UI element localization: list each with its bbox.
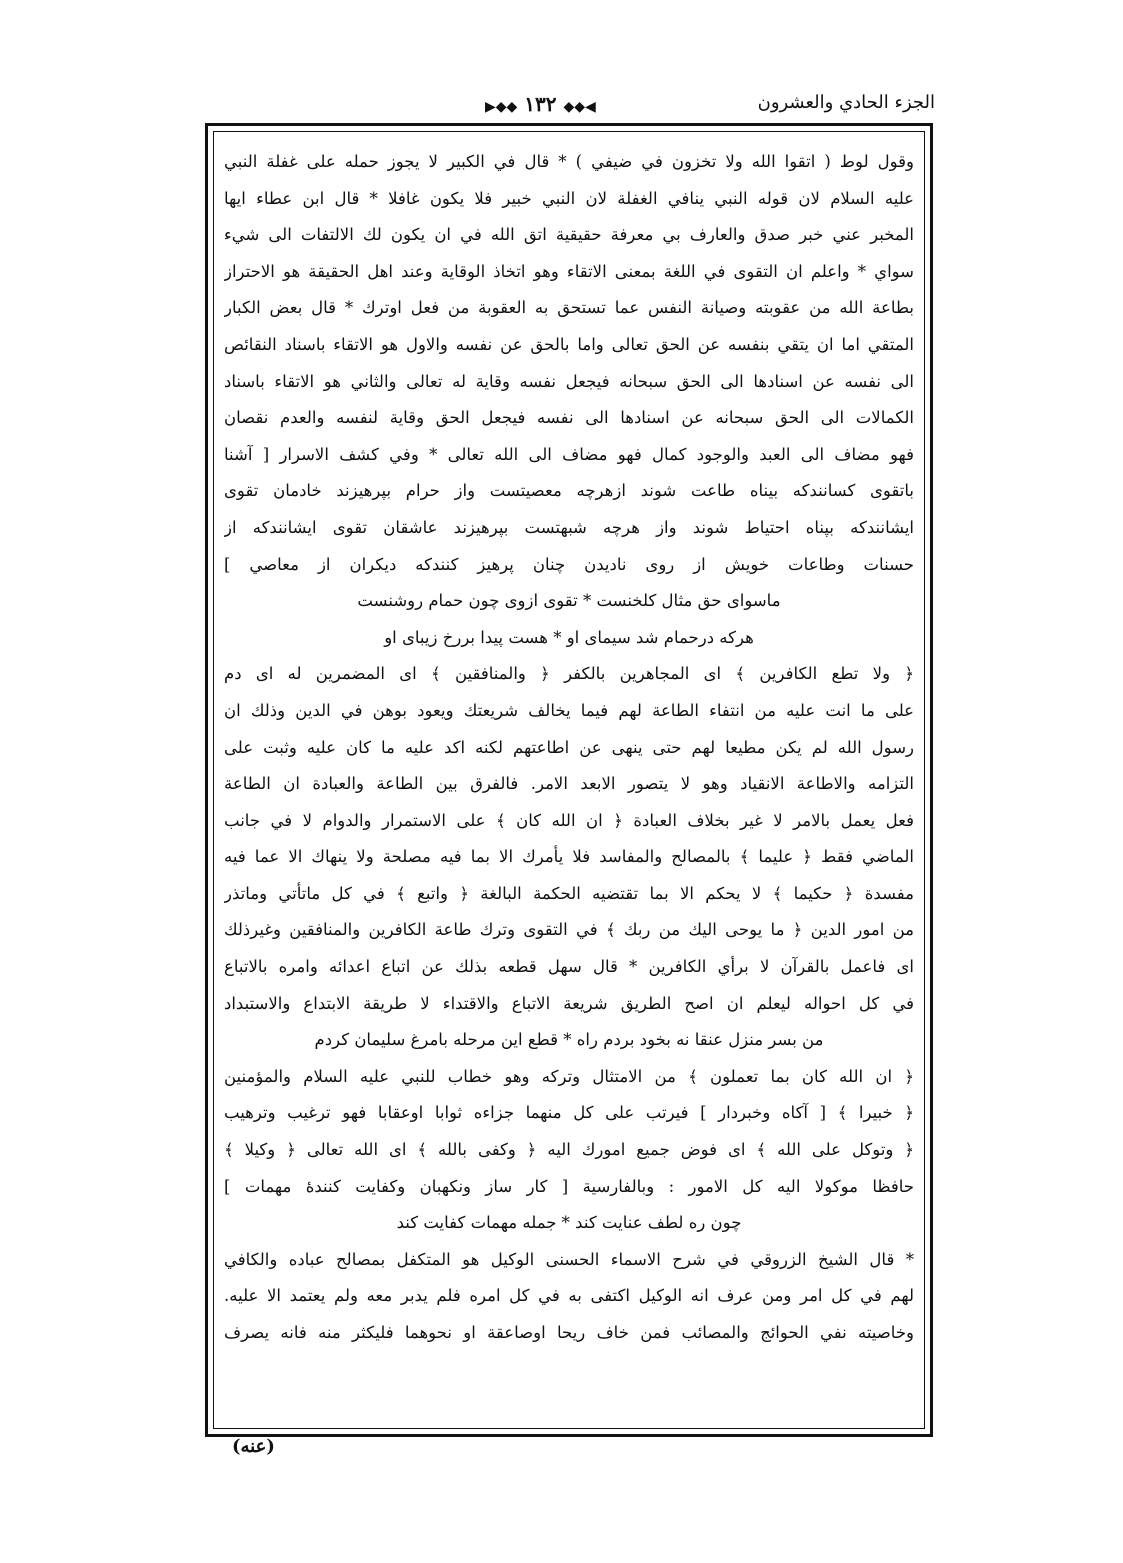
text-line: فهو مضاف الى العبد والوجود كمال فهو مضاف الى الله تعالى * وفي كشف الاسرار [ آشنا <box>224 444 914 464</box>
text-line: فعل يعمل بالامر لا غير بخلاف العبادة ﴿ ان الله كان ﴾ على الاستمرار والدوام لا في جانب <box>224 810 914 830</box>
text-line: ﴿ ولا تطع الكافرين ﴾ اى المجاهرين بالكفر ﴿ والمنافقين ﴾ اى المضمرين له اى دم <box>224 664 914 684</box>
text-line: من امور الدين ﴿ ما يوحى اليك من ربك ﴾ في التقوى وترك طاعة الكافرين والمنافقين وغيرذلك <box>224 920 914 940</box>
text-line: لهم في كل امر ومن عرف انه الوكيل اكتفى به في كل امره فلم يدبر معه ولم يعتمد الا عليه. <box>224 1286 914 1306</box>
text-line: * قال الشيخ الزروقي في شرح الاسماء الحسنى الوكيل هو المتكفل بمصالح عباده والكافي <box>224 1249 914 1269</box>
right-ornament-icon: ◆◆▶ <box>485 99 518 115</box>
text-line: ﴿ وتوكل على الله ﴾ اى فوض جميع امورك اليه ﴿ وكفى بالله ﴾ اى الله تعالى ﴿ وكيلا ﴾ <box>224 1140 914 1160</box>
text-line: وقول لوط ( اتقوا الله ولا تخزون في ضيفي ) * قال في الكبير لا يجوز حمله على غفلة النبي <box>224 152 914 171</box>
verse-line: ماسواى حق مثال كلخنست * تقوى ازوى چون حمام روشنست <box>357 591 781 611</box>
text-line: رسول الله لم يكن مطيعا لهم حتى ينهى عن اطاعتهم لكنه اكد عليه ما كان عليه وثبت على <box>224 737 914 757</box>
text-line: الماضي فقط ﴿ عليما ﴾ بالمصالح والمفاسد فلا يأمرك الا بما فيه مصلحة ولا ينهاك الا عما فيه <box>224 847 914 867</box>
running-title: الجزء الحادي والعشرون <box>757 92 935 113</box>
text-line: حافظا موكولا اليه كل الامور : وبالفارسية [ كار ساز ونكهبان وكفايت كنندهٔ مهمات ] <box>224 1176 914 1196</box>
text-line: التزامه والاطاعة الانقياد وهو لا يتصور الابعد الامر. فالفرق بين الطاعة والعبادة ان الطاعة <box>224 774 914 794</box>
text-line: بطاعة الله من عقوبته وصيانة النفس عما تستحق به العقوبة من فعل اوترك * قال بعض الكبار <box>224 298 914 318</box>
page-number <box>485 92 596 116</box>
text-line: باتقوى كسانندكه بيناه طاعت شوند ازهرچه معصيتست واز حرام بپرهيزند خادمان تقوى <box>224 481 914 501</box>
main-text <box>224 144 914 1352</box>
left-ornament-icon: ◀◆◆ <box>563 99 596 115</box>
text-line: وخاصيته نفي الحوائج والمصائب فمن خاف ريحا اوصاعقة او نحوهما فليكثر منه فانه يصرف <box>224 1323 914 1342</box>
text-line: حسنات وطاعات خويش از روى ناديدن چنان پرهيز كنندكه ديكران از معاصي ] <box>224 554 914 574</box>
verse-line: من بسر منزل عنقا نه بخود بردم راه * قطع اين مرحله بامرغ سليمان كردم <box>314 1030 824 1050</box>
text-line: ﴿ ان الله كان بما تعملون ﴾ من الامتثال وتركه وهو خطاب للنبي عليه السلام والمؤمنين <box>224 1066 914 1086</box>
text-line: في كل احواله ليعلم ان اصح الطريق شريعة الاتباع والاقتداء لا طريقة الابتداع والاستبداد <box>224 993 914 1013</box>
text-line: ﴿ خبيرا ﴾ [ آكاه وخبردار ] فيرتب على كل منهما جزاءه ثوابا اوعقابا فهو ترغيب وترهيب <box>224 1103 914 1123</box>
text-line: المخبر عني خبر صدق والعارف بي معرفة حقيقية اتق الله في ان يكون لك الالتفات الى شيء <box>224 225 914 245</box>
text-line: اى فاعمل بالقرآن لا برأي الكافرين * قال سهل قطعه بذلك عن اتباع اعدائه وامره بالاتباع <box>224 957 914 977</box>
text-line: على ما انت عليه من انتفاء الطاعة لهم فيما يخالف شريعتك ويعود بوهن في الدين وذلك ان <box>224 700 914 720</box>
catchword: (عنه) <box>232 1436 275 1457</box>
text-line: الكمالات الى الحق سبحانه عن اسنادها الى نفسه فيجعل الحق وقاية لنفسه والعدم نقصان <box>224 408 914 428</box>
page-number-value: ١٣٢ <box>524 92 557 116</box>
text-line: المتقي اما ان يتقي بنفسه عن الحق تعالى واما بالحق عن نفسه والاول هو الاتقاء باسناد النقائص <box>224 334 914 354</box>
text-line: سواي * واعلم ان التقوى في اللغة بمعنى الاتقاء وهو اتخاذ الوقاية وعند اهل الحقيقة هو الاحتراز <box>224 261 914 281</box>
verse-line: هركه درحمام شد سيماى او * هست پيدا بررخ زيباى او <box>384 627 754 647</box>
verse-line: چون ره لطف عنايت كند * جمله مهمات كفايت كند <box>396 1213 742 1233</box>
text-line: ايشانندكه بپناه احتياط شوند واز هرچه شبهتست بپرهيزند عاشقان تقوى ايشانندكه از <box>224 517 914 537</box>
text-frame <box>205 123 933 1437</box>
text-line: مفسدة ﴿ حكيما ﴾ لا يحكم الا بما تقتضيه الحكمة البالغة ﴿ واتبع ﴾ في كل ماتأتي وماتذر <box>224 883 914 903</box>
text-line: الى نفسه عن اسنادها الى الحق سبحانه فيجعل نفسه وقاية له تعالى والثاني هو الاتقاء باسناد <box>224 371 914 391</box>
text-line: عليه السلام لان قوله النبي ينافي الغفلة لان النبي خبير فلا يكون غافلا * قال ابن عطاء ايها <box>224 188 914 208</box>
page-header <box>205 92 935 124</box>
